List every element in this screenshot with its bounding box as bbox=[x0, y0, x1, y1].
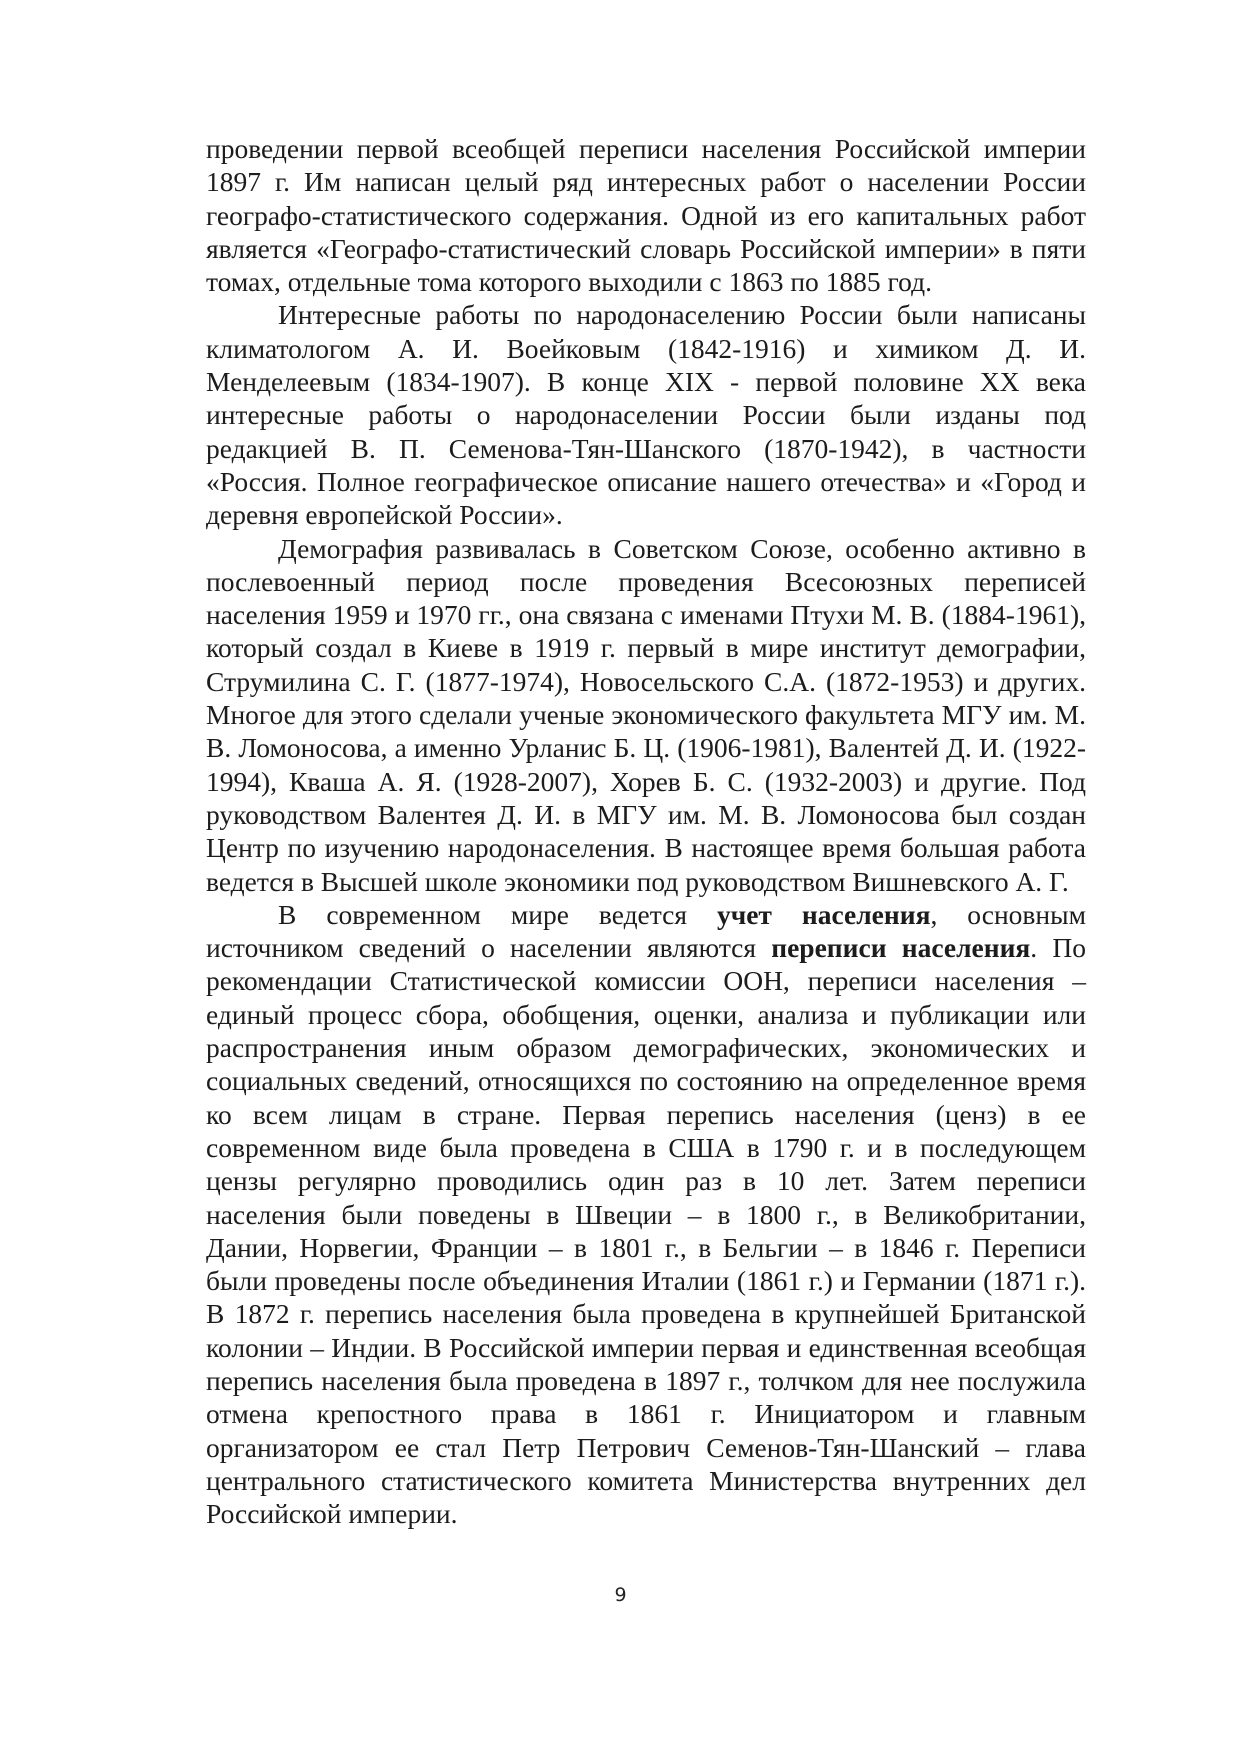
bold-term: переписи населения bbox=[771, 932, 1031, 964]
text-run: В современном мире ведется bbox=[278, 898, 717, 930]
text-run: Демография развивалась в Советском Союзе, особенно активно в послевоенный период после проведения Всесоюзных переписей населения 1959 и 1970 гг., она связана с именами Птухи М. В. (1884-1961), который создал в Киеве в 1919 г. первый в мире институт демографии, Струмилина С. Г. (1877-1974), Новосельского С.А. (1872-1953) и других. Многое для этого сделали ученые экономического факультета МГУ им. М. В. Ломоносова, а именно Урланис Б. Ц. (1906-1981), Валентей Д. И. (1922-1994), Кваша А. Я. (1928-2007), Хорев Б. С. (1932-2003) и другие. Под руководством Валентея Д. И. в МГУ им. М. В. Ломоносова был создан Центр по изучению народонаселения. В настоящее время большая работа ведется в Высшей школе экономики под руководством Вишневского А. Г. bbox=[206, 532, 1086, 897]
text-run: . По рекомендации Статистической комиссии ООН, переписи населения – единый процесс сбора, обобщения, оценки, анализа и публикации или распространения иным образом демографических, экономических и социальных сведений, относящихся по состоянию на определенное время ко всем лицам в стране. Первая перепись населения (ценз) в ее современном виде была проведена в США в 1790 г. и в последующем цензы регулярно проводились один раз в 10 лет. Затем переписи населения были поведены в Швеции – в 1800 г., в Великобритании, Дании, Норвегии, Франции – в 1801 г., в Бельгии – в 1846 г. Переписи были проведены после объединения Италии (1861 г.) и Германии (1871 г.). В 1872 г. перепись населения была проведена в крупнейшей Британской колонии – Индии. В Российской империи первая и единственная всеобщая перепись населения была проведена в 1897 г., толчком для нее послужила отмена крепостного права в 1861 г. Инициатором и главным организатором ее стал Петр Петрович Семенов-Тян-Шанский – глава центрального статистического комитета Министерства внутренних дел Российской империи. bbox=[206, 932, 1086, 1530]
paragraph bbox=[206, 532, 1086, 898]
page-number: 9 bbox=[614, 1584, 627, 1606]
body-text bbox=[206, 132, 1086, 1530]
paragraph bbox=[206, 298, 1086, 531]
paragraph bbox=[206, 898, 1086, 1531]
text-run: , основным источником сведений о населении являются bbox=[206, 898, 1086, 964]
text-run: проведении первой всеобщей переписи населения Российской империи 1897 г. Им написан целый ряд интересных работ о населении России географо-статистического содержания. Одной из его капитальных работ является «Географо-статистический словарь Российской империи» в пяти томах, отдельные тома которого выходили с 1863 по 1885 год. bbox=[206, 133, 1086, 298]
bold-term: учет населения bbox=[716, 898, 931, 930]
text-run: Интересные работы по народонаселению России были написаны климатологом А. И. Воейковым (1842-1916) и химиком Д. И. Менделеевым (1834-1907). В конце XIX - первой половине XX века интересные работы о народонаселении России были изданы под редакцией В. П. Семенова-Тян-Шанского (1870-1942), в частности «Россия. Полное географическое описание нашего отечества» и «Город и деревня европейской России». bbox=[206, 299, 1086, 531]
paragraph bbox=[206, 132, 1086, 298]
